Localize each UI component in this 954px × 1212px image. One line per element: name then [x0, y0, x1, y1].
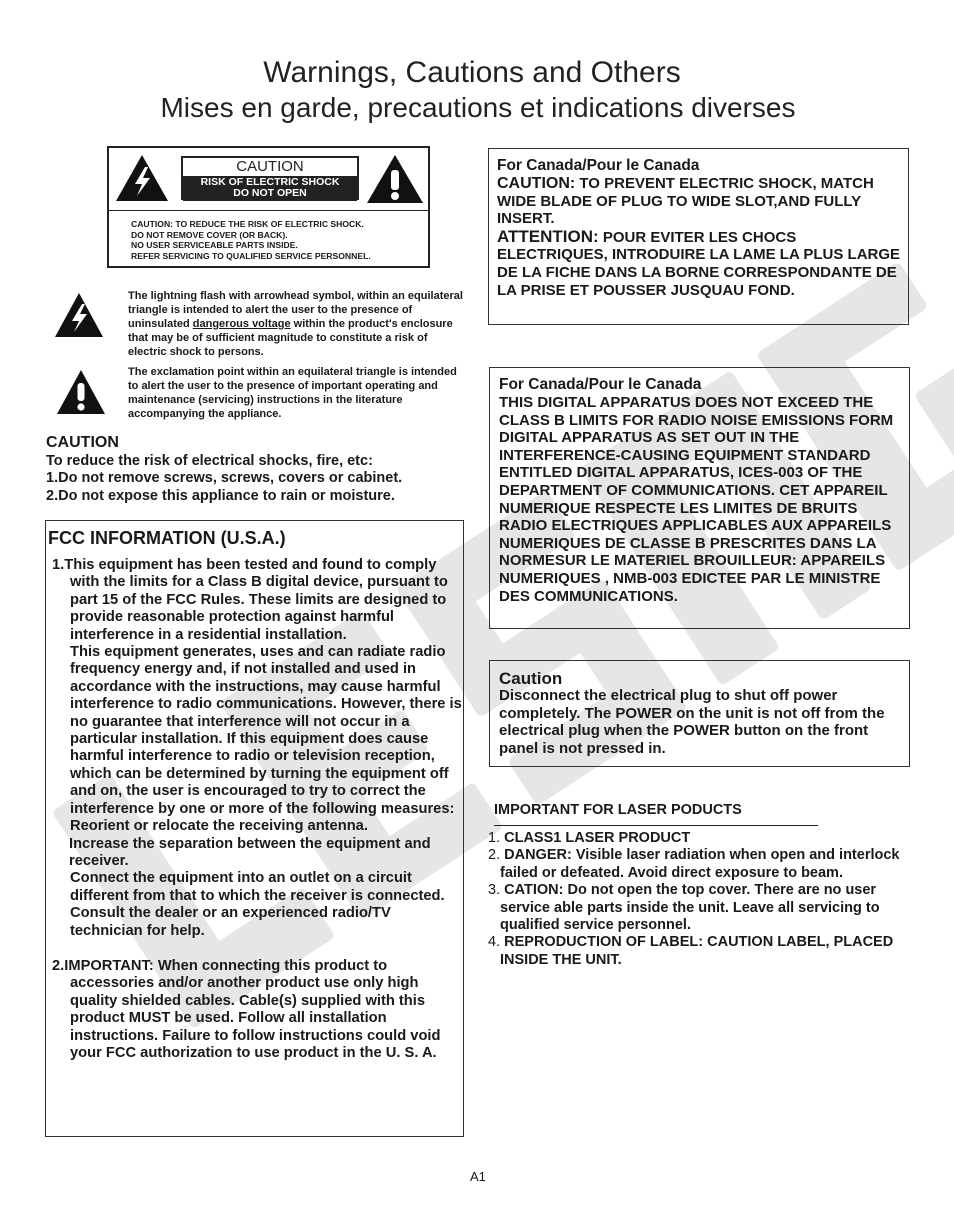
- exclamation-warning-icon: [366, 154, 424, 204]
- canada-plug-text: CAUTION: TO PREVENT ELECTRIC SHOCK, MATCH WIDE BLADE OF PLUG TO WIDE SLOT,AND FULLY INSERT. ATTENTION: POUR EVITER LES CHOCS ELECTRIQUES, INTRODUIRE LA LAME LA PLUS LARGE DE LA FICHE DANS LA BORNE CORRESPONDANTE DE LA PRISE ET POUSSER JUSQUAU FOND.: [497, 175, 901, 299]
- page-number: A1: [470, 1169, 486, 1184]
- caution-heading: CAUTION: [46, 434, 119, 451]
- canada-ices-text: THIS DIGITAL APPARATUS DOES NOT EXCEED THE CLASS B LIMITS FOR RADIO NOISE EMISSIONS FORM DIGITAL APPARATUS AS SET OUT IN THE INTERFERENCE-CAUSING EQUIPMENT STANDARD ENTITLED DIGITAL APPARATUS, ICES-003 OF THE DEPARTMENT OF COMMUNICATIONS. CET APPAREIL NUMERIQUE RESPECTE LES LIMITES DE BRUITS RADIO ELECTRIQUES APPLICABLES AUX APPAREILS NUMERIQUES DE CLASSE B PRESCRITES DANS LA NORMESUR LE MATERIEL BROUILLEUR: APPAREILS NUMERIQUES , NMB-003 EDICTEE PAR LE MINISTRE DES COMMUNICATIONS.: [499, 394, 894, 605]
- page-title: Warnings, Cautions and Others: [263, 56, 681, 89]
- fcc-heading: FCC INFORMATION (U.S.A.): [48, 528, 286, 548]
- fcc-measure-1: Reorient or relocate the receiving antenna.: [70, 818, 368, 835]
- fcc-item-2: 2.IMPORTANT: When connecting this product to accessories and/or another product use only high quality shielded cables. Cable(s) supplied with this product MUST be used. Follow all installation instructions. Failure to follow instructions could void your FCC authorization to use product in the U. S. A.: [52, 957, 441, 1061]
- caution-list: [46, 453, 402, 505]
- lightning-triangle-icon: [54, 292, 104, 338]
- list-item: To reduce the risk of electrical shocks, fire, etc:: [46, 453, 373, 469]
- power-caution-box: [489, 660, 910, 767]
- fcc-measure-3: Connect the equipment into an outlet on a circuit different from that to which the receiver is connected. Consult the dealer or an experienced radio/TV technician for help.: [70, 870, 445, 939]
- power-caution-title: Caution: [499, 669, 563, 688]
- caution-word: CAUTION: [236, 158, 304, 175]
- list-item: 3. CATION: Do not open the top cover. There are no user service able parts inside the unit. Leave all servicing to qualified service personnel.: [488, 882, 880, 934]
- list-item: 2.Do not expose this appliance to rain or moisture.: [46, 487, 395, 504]
- fcc-measure-2: Increase the separation between the equipment and receiver.: [69, 835, 431, 869]
- canada-plug-box: [488, 148, 909, 325]
- page-subtitle: Mises en garde, precautions et indications diverses: [160, 92, 796, 123]
- canada-plug-title: For Canada/Pour le Canada: [497, 157, 700, 174]
- caution-sign: [181, 156, 359, 200]
- caution-label-box: [107, 146, 430, 268]
- exclamation-triangle-icon: [56, 369, 106, 415]
- list-item: 1. CLASS1 LASER PRODUCT: [488, 830, 691, 846]
- canada-ices-title: For Canada/Pour le Canada: [499, 376, 702, 393]
- do-not-open-line: DO NOT OPEN: [233, 187, 307, 199]
- list-item: 1.Do not remove screws, screws, covers or cabinet.: [46, 470, 403, 487]
- fcc-item-1: 1.This equipment has been tested and found to comply with the limits for a Class B digital device, pursuant to part 15 of the FCC Rules. These limits are designed to provide reasonable protection against harmful interference in a residential installation.: [52, 557, 448, 643]
- list-item: 4. REPRODUCTION OF LABEL: CAUTION LABEL, PLACED INSIDE THE UNIT.: [488, 934, 894, 968]
- caution-label-note: CAUTION: TO REDUCE THE RISK OF ELECTRIC SHOCK. DO NOT REMOVE COVER (OR BACK). NO USER SERVICEABLE PARTS INSIDE. REFER SERVICING TO QUALIFIED SERVICE PERSONNEL.: [131, 219, 371, 261]
- laser-list: [488, 830, 908, 969]
- risk-line: RISK OF ELECTRIC SHOCK: [200, 176, 340, 188]
- fcc-information-box: [45, 520, 464, 1137]
- fcc-paragraph-2: This equipment generates, uses and can radiate radio frequency energy and, if not installed and used in accordance with the instructions, may cause harmful interference to radio communications. However, there is no guarantee that interference will not occur in a particular installation. If this equipment does cause harmful interference to radio or television reception, which can be determined by turning the equipment off and on, the user is encouraged to try to correct the interference by one or more of the following measures:: [70, 644, 462, 817]
- canada-ices-box: [489, 367, 910, 629]
- lightning-warning-icon: [115, 154, 169, 202]
- list-item: 2. DANGER: Visible laser radiation when open and interlock failed or defeated. Avoid direct exposure to beam.: [488, 847, 900, 881]
- laser-heading-rule: [494, 825, 818, 826]
- exclamation-symbol-text: The exclamation point within an equilateral triangle is intended to alert the user to the presence of important operating and maintenance (servicing) instructions in the literature accompanying the appliance.: [128, 366, 457, 420]
- power-caution-text: Disconnect the electrical plug to shut off power completely. The POWER on the unit is not off from the electrical plug when the POWER button on the front panel is not pressed in.: [499, 687, 885, 757]
- laser-heading: IMPORTANT FOR LASER PODUCTS: [494, 802, 742, 818]
- lightning-symbol-text: The lightning flash with arrowhead symbol, within an equilateral triangle is intended to alert the user to the presence of uninsulated dangerous voltage within the product's enclosure that may be of sufficient magnitude to constitute a risk of electric shock to persons.: [128, 290, 463, 358]
